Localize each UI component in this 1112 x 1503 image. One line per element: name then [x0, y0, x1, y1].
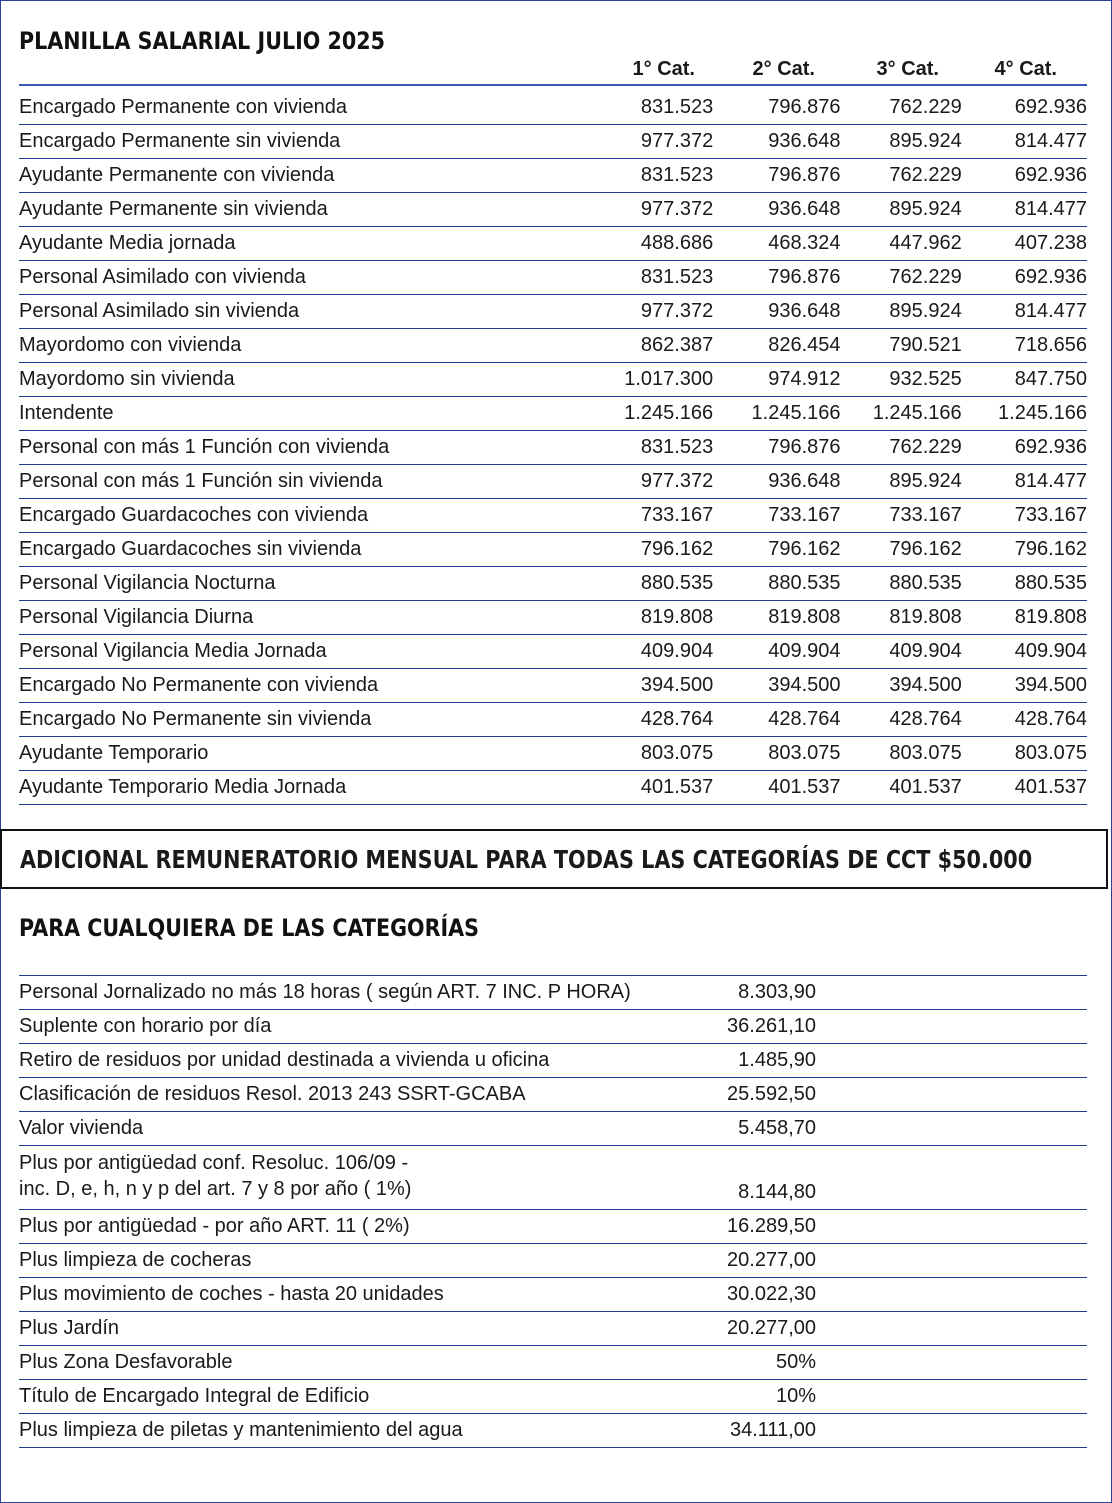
cell-cat-1: 394.500 [590, 669, 713, 703]
cell-cat-4: 692.936 [962, 431, 1087, 465]
cell-cat-2: 796.876 [713, 91, 840, 125]
row-label-line: Suplente con horario por día [19, 1015, 272, 1037]
cell-cat-2: 974.912 [713, 363, 840, 397]
cell-cat-4: 814.477 [962, 193, 1087, 227]
cell-cat-3: 932.525 [841, 363, 962, 397]
cell-cat-2: 401.537 [713, 771, 840, 805]
cell-cat-4: 814.477 [962, 465, 1087, 499]
table-row [19, 567, 1087, 601]
cell-cat-3: 762.229 [841, 261, 962, 295]
table-row [19, 499, 1087, 533]
table-row [19, 1414, 1087, 1448]
table-row [19, 295, 1087, 329]
section-title: PARA CUALQUIERA DE LAS CATEGORÍAS [19, 914, 479, 942]
cell-cat-2: 936.648 [713, 193, 840, 227]
cell-cat-2: 733.167 [713, 499, 840, 533]
cell-cat-4: 401.537 [962, 771, 1087, 805]
cell-cat-2: 394.500 [713, 669, 840, 703]
table-row [19, 1112, 1087, 1146]
row-label-line: Plus Jardín [19, 1317, 120, 1339]
empty-cell [816, 1210, 1087, 1244]
table-row [19, 125, 1087, 159]
row-label-line: Retiro de residuos por unidad destinada a vivienda u oficina [19, 1049, 550, 1071]
table-row [19, 1346, 1087, 1380]
cell-cat-3: 796.162 [841, 533, 962, 567]
row-label: Personal Vigilancia Media Jornada [19, 635, 590, 669]
empty-cell [816, 1414, 1087, 1448]
row-label-line: Clasificación de residuos Resol. 2013 243 SSRT-GCABA [19, 1083, 526, 1105]
row-value: 34.111,00 [695, 1414, 816, 1448]
cell-cat-3: 895.924 [841, 465, 962, 499]
row-label [19, 1010, 695, 1044]
table-row [19, 669, 1087, 703]
row-label: Personal con más 1 Función con vivienda [19, 431, 590, 465]
table-row [19, 261, 1087, 295]
cell-cat-4: 814.477 [962, 125, 1087, 159]
row-label [19, 976, 695, 1010]
row-label-line: Plus Zona Desfavorable [19, 1351, 233, 1373]
row-label: Ayudante Permanente sin vivienda [19, 193, 590, 227]
cell-cat-4: 692.936 [962, 261, 1087, 295]
column-header-cat-2: 2° Cat. [752, 58, 815, 80]
empty-cell [816, 1312, 1087, 1346]
cell-cat-1: 977.372 [590, 465, 713, 499]
row-label: Ayudante Media jornada [19, 227, 590, 261]
cell-cat-1: 1.245.166 [590, 397, 713, 431]
row-label-line: Título de Encargado Integral de Edificio [19, 1385, 370, 1407]
row-label: Personal Asimilado sin vivienda [19, 295, 590, 329]
cell-cat-2: 936.648 [713, 125, 840, 159]
cell-cat-2: 796.876 [713, 431, 840, 465]
table-row [19, 159, 1087, 193]
table-row [19, 1312, 1087, 1346]
header-divider [19, 84, 1087, 86]
cell-cat-1: 831.523 [590, 431, 713, 465]
cell-cat-1: 977.372 [590, 125, 713, 159]
cell-cat-1: 862.387 [590, 329, 713, 363]
cell-cat-3: 895.924 [841, 193, 962, 227]
cell-cat-3: 803.075 [841, 737, 962, 771]
page-title: PLANILLA SALARIAL JULIO 2025 [19, 27, 385, 55]
row-label: Ayudante Temporario Media Jornada [19, 771, 590, 805]
cell-cat-1: 819.808 [590, 601, 713, 635]
row-label-line: inc. D, e, h, n y p del art. 7 y 8 por año ( 1%) [19, 1178, 412, 1200]
cell-cat-3: 428.764 [841, 703, 962, 737]
row-label: Mayordomo sin vivienda [19, 363, 590, 397]
table-row [19, 1146, 1087, 1210]
row-label: Ayudante Temporario [19, 737, 590, 771]
column-header-cat-1: 1° Cat. [632, 58, 695, 80]
row-label: Ayudante Permanente con vivienda [19, 159, 590, 193]
cell-cat-1: 880.535 [590, 567, 713, 601]
cell-cat-1: 796.162 [590, 533, 713, 567]
table-row [19, 465, 1087, 499]
row-label: Encargado Permanente con vivienda [19, 91, 590, 125]
table-row [19, 1078, 1087, 1112]
cell-cat-4: 718.656 [962, 329, 1087, 363]
row-label [19, 1044, 695, 1078]
table-row [19, 737, 1087, 771]
cell-cat-4: 796.162 [962, 533, 1087, 567]
cell-cat-1: 831.523 [590, 91, 713, 125]
cell-cat-1: 428.764 [590, 703, 713, 737]
table-row [19, 771, 1087, 805]
table-row [19, 431, 1087, 465]
cell-cat-4: 394.500 [962, 669, 1087, 703]
empty-cell [816, 1346, 1087, 1380]
cell-cat-1: 409.904 [590, 635, 713, 669]
cell-cat-4: 407.238 [962, 227, 1087, 261]
row-value: 25.592,50 [695, 1078, 816, 1112]
empty-cell [816, 976, 1087, 1010]
cell-cat-4: 692.936 [962, 91, 1087, 125]
cell-cat-2: 803.075 [713, 737, 840, 771]
row-label [19, 1112, 695, 1146]
cell-cat-1: 1.017.300 [590, 363, 713, 397]
row-label: Personal con más 1 Función sin vivienda [19, 465, 590, 499]
cell-cat-3: 819.808 [841, 601, 962, 635]
empty-cell [816, 1112, 1087, 1146]
banner-text: ADICIONAL REMUNERATORIO MENSUAL PARA TODAS LAS CATEGORÍAS DE CCT $50.000 [20, 845, 1033, 874]
salary-table-header [19, 58, 1087, 84]
cell-cat-2: 936.648 [713, 295, 840, 329]
empty-cell [816, 1380, 1087, 1414]
row-value: 8.303,90 [695, 976, 816, 1010]
table-row [19, 703, 1087, 737]
row-value: 50% [695, 1346, 816, 1380]
row-label-line: Personal Jornalizado no más 18 horas ( según ART. 7 INC. P HORA) [19, 981, 631, 1003]
cell-cat-4: 819.808 [962, 601, 1087, 635]
empty-cell [816, 1278, 1087, 1312]
row-value: 20.277,00 [695, 1244, 816, 1278]
cell-cat-2: 880.535 [713, 567, 840, 601]
cell-cat-4: 733.167 [962, 499, 1087, 533]
cell-cat-1: 831.523 [590, 261, 713, 295]
cell-cat-3: 447.962 [841, 227, 962, 261]
row-label: Encargado Guardacoches con vivienda [19, 499, 590, 533]
cell-cat-2: 826.454 [713, 329, 840, 363]
row-label [19, 1146, 695, 1210]
cell-cat-2: 796.876 [713, 261, 840, 295]
row-label-line: Plus por antigüedad conf. Resoluc. 106/09 - [19, 1152, 409, 1174]
table-row [19, 1044, 1087, 1078]
row-value: 16.289,50 [695, 1210, 816, 1244]
cell-cat-1: 488.686 [590, 227, 713, 261]
row-label: Mayordomo con vivienda [19, 329, 590, 363]
table-row [19, 397, 1087, 431]
empty-cell [816, 1244, 1087, 1278]
empty-cell [816, 1078, 1087, 1112]
cell-cat-1: 977.372 [590, 193, 713, 227]
row-label [19, 1244, 695, 1278]
table-row [19, 329, 1087, 363]
row-label: Personal Asimilado con vivienda [19, 261, 590, 295]
row-label: Encargado Permanente sin vivienda [19, 125, 590, 159]
cell-cat-3: 762.229 [841, 159, 962, 193]
row-value: 30.022,30 [695, 1278, 816, 1312]
cell-cat-3: 895.924 [841, 125, 962, 159]
additional-banner [0, 829, 1108, 889]
cell-cat-2: 1.245.166 [713, 397, 840, 431]
table-row [19, 1010, 1087, 1044]
row-label: Personal Vigilancia Nocturna [19, 567, 590, 601]
row-label-line: Valor vivienda [19, 1117, 144, 1139]
table-row [19, 1380, 1087, 1414]
row-label [19, 1346, 695, 1380]
cell-cat-1: 831.523 [590, 159, 713, 193]
cell-cat-2: 936.648 [713, 465, 840, 499]
cell-cat-3: 762.229 [841, 91, 962, 125]
empty-cell [816, 1146, 1087, 1210]
row-label [19, 1414, 695, 1448]
table-row [19, 1210, 1087, 1244]
row-label-line: Plus limpieza de piletas y mantenimiento del agua [19, 1419, 463, 1441]
cell-cat-3: 733.167 [841, 499, 962, 533]
cell-cat-3: 1.245.166 [841, 397, 962, 431]
column-header-cat-3: 3° Cat. [876, 58, 939, 80]
table-row [19, 635, 1087, 669]
extras-table [19, 975, 1087, 1448]
cell-cat-2: 796.162 [713, 533, 840, 567]
salary-table [19, 91, 1087, 805]
cell-cat-4: 1.245.166 [962, 397, 1087, 431]
cell-cat-4: 814.477 [962, 295, 1087, 329]
cell-cat-4: 847.750 [962, 363, 1087, 397]
table-row [19, 193, 1087, 227]
cell-cat-2: 428.764 [713, 703, 840, 737]
cell-cat-3: 895.924 [841, 295, 962, 329]
cell-cat-2: 796.876 [713, 159, 840, 193]
empty-cell [816, 1010, 1087, 1044]
table-row [19, 601, 1087, 635]
cell-cat-2: 819.808 [713, 601, 840, 635]
cell-cat-3: 394.500 [841, 669, 962, 703]
row-label [19, 1078, 695, 1112]
cell-cat-4: 880.535 [962, 567, 1087, 601]
cell-cat-1: 803.075 [590, 737, 713, 771]
cell-cat-3: 409.904 [841, 635, 962, 669]
row-value: 8.144,80 [695, 1146, 816, 1210]
row-label: Encargado No Permanente sin vivienda [19, 703, 590, 737]
cell-cat-4: 692.936 [962, 159, 1087, 193]
table-row [19, 1278, 1087, 1312]
table-row [19, 91, 1087, 125]
row-label: Encargado No Permanente con vivienda [19, 669, 590, 703]
row-value: 36.261,10 [695, 1010, 816, 1044]
row-label [19, 1210, 695, 1244]
cell-cat-4: 409.904 [962, 635, 1087, 669]
row-label [19, 1312, 695, 1346]
table-row [19, 976, 1087, 1010]
cell-cat-3: 401.537 [841, 771, 962, 805]
table-row [19, 1244, 1087, 1278]
row-value: 5.458,70 [695, 1112, 816, 1146]
cell-cat-1: 977.372 [590, 295, 713, 329]
cell-cat-1: 401.537 [590, 771, 713, 805]
row-label-line: Plus movimiento de coches - hasta 20 unidades [19, 1283, 444, 1305]
row-label [19, 1380, 695, 1414]
table-row [19, 363, 1087, 397]
table-row [19, 227, 1087, 261]
table-row [19, 533, 1087, 567]
cell-cat-1: 733.167 [590, 499, 713, 533]
row-value: 20.277,00 [695, 1312, 816, 1346]
empty-cell [816, 1044, 1087, 1078]
row-value: 1.485,90 [695, 1044, 816, 1078]
row-label: Personal Vigilancia Diurna [19, 601, 590, 635]
cell-cat-3: 790.521 [841, 329, 962, 363]
cell-cat-4: 428.764 [962, 703, 1087, 737]
cell-cat-4: 803.075 [962, 737, 1087, 771]
column-header-cat-4: 4° Cat. [994, 58, 1057, 80]
row-label: Intendente [19, 397, 590, 431]
cell-cat-2: 468.324 [713, 227, 840, 261]
cell-cat-3: 762.229 [841, 431, 962, 465]
row-label-line: Plus por antigüedad - por año ART. 11 ( 2%) [19, 1215, 410, 1237]
cell-cat-2: 409.904 [713, 635, 840, 669]
cell-cat-3: 880.535 [841, 567, 962, 601]
row-label: Encargado Guardacoches sin vivienda [19, 533, 590, 567]
row-value: 10% [695, 1380, 816, 1414]
row-label-line: Plus limpieza de cocheras [19, 1249, 252, 1271]
row-label [19, 1278, 695, 1312]
